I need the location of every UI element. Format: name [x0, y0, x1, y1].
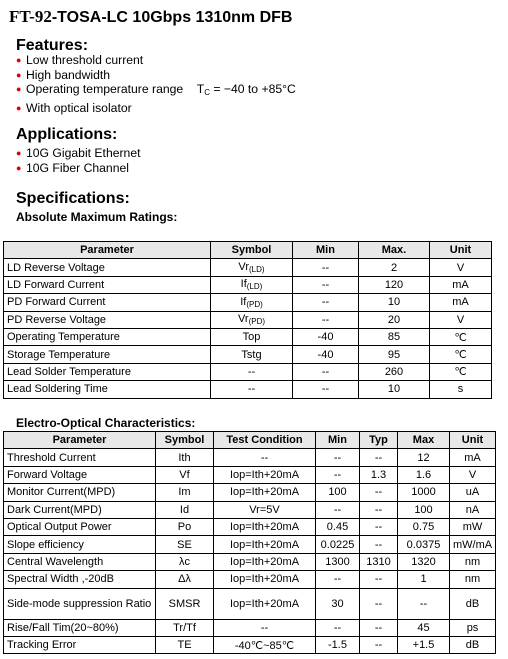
- unit-cell: dB: [450, 588, 496, 619]
- bullet-icon: ●: [16, 102, 22, 113]
- min-cell: 0.45: [316, 518, 360, 535]
- unit-cell: nA: [450, 501, 496, 518]
- max-cell: 95: [359, 346, 430, 363]
- typ-cell: --: [360, 518, 398, 535]
- typ-cell: --: [360, 619, 398, 636]
- condition-cell: Iop=Ith+20mA: [214, 536, 316, 553]
- col-header: Typ: [360, 432, 398, 449]
- symbol-subscript: (LD): [246, 282, 263, 292]
- typ-cell: --: [360, 571, 398, 588]
- param-cell: Rise/Fall Tim(20~80%): [4, 619, 156, 636]
- condition-cell: Iop=Ith+20mA: [214, 484, 316, 501]
- max-cell: 1: [398, 571, 450, 588]
- features-heading: Features:: [16, 37, 89, 54]
- min-cell: 30: [316, 588, 360, 619]
- list-item: ● 10G Gigabit Ethernet: [16, 146, 141, 160]
- min-cell: 0.0225: [316, 536, 360, 553]
- max-cell: --: [398, 588, 450, 619]
- param-cell: Threshold Current: [4, 449, 156, 466]
- symbol-cell: Δλ: [156, 571, 214, 588]
- unit-cell: ℃: [430, 346, 492, 363]
- max-cell: 120: [359, 276, 430, 293]
- min-cell: -1.5: [316, 636, 360, 653]
- param-cell: Central Wavelength: [4, 553, 156, 570]
- unit-cell: ℃: [430, 328, 492, 345]
- unit-cell: s: [430, 381, 492, 398]
- condition-cell: -40℃~85℃: [214, 636, 316, 653]
- symbol-text: --: [247, 383, 256, 396]
- max-cell: 12: [398, 449, 450, 466]
- min-cell: --: [293, 259, 359, 276]
- condition-cell: Iop=Ith+20mA: [214, 466, 316, 483]
- min-cell: --: [316, 466, 360, 483]
- table-row: [4, 259, 492, 276]
- table-header-row: [4, 432, 496, 449]
- max-cell: 20: [359, 311, 430, 328]
- min-cell: -40: [293, 346, 359, 363]
- condition-cell: Iop=Ith+20mA: [214, 588, 316, 619]
- unit-cell: V: [450, 466, 496, 483]
- abs-max-heading: Absolute Maximum Ratings:: [16, 210, 178, 224]
- table-row: [4, 501, 496, 518]
- param-cell: Spectral Width ,-20dB: [4, 571, 156, 588]
- max-cell: 10: [359, 294, 430, 311]
- col-header: Unit: [450, 432, 496, 449]
- symbol-subscript: (PD): [248, 317, 266, 327]
- col-header: Unit: [430, 242, 492, 259]
- symbol-cell: TE: [156, 636, 214, 653]
- unit-cell: nm: [450, 553, 496, 570]
- param-cell: LD Forward Current: [4, 276, 211, 293]
- max-cell: 1.6: [398, 466, 450, 483]
- max-cell: 2: [359, 259, 430, 276]
- symbol-cell: [211, 276, 293, 293]
- symbol-text: Vr: [238, 261, 250, 274]
- table-header-row: [4, 242, 492, 259]
- symbol-text: Tstg: [241, 348, 262, 361]
- symbol-cell: [211, 311, 293, 328]
- col-header: Max: [398, 432, 450, 449]
- symbol-text: Top: [242, 331, 261, 344]
- table-row: [4, 466, 496, 483]
- document-title: [9, 7, 292, 27]
- table-row: [4, 346, 492, 363]
- table-row: [4, 449, 496, 466]
- condition-cell: --: [214, 619, 316, 636]
- typ-cell: --: [360, 636, 398, 653]
- min-cell: --: [293, 381, 359, 398]
- param-cell: PD Reverse Voltage: [4, 311, 211, 328]
- condition-cell: Iop=Ith+20mA: [214, 571, 316, 588]
- typ-cell: --: [360, 501, 398, 518]
- table-row: [4, 381, 492, 398]
- table-row: [4, 363, 492, 380]
- symbol-text: If: [240, 295, 247, 308]
- min-cell: --: [293, 363, 359, 380]
- eo-heading: Electro-Optical Characteristics:: [16, 416, 196, 430]
- list-item: ● 10G Fiber Channel: [16, 160, 129, 175]
- symbol-cell: SE: [156, 536, 214, 553]
- applications-heading: Applications:: [16, 126, 118, 143]
- min-cell: 1300: [316, 553, 360, 570]
- typ-cell: --: [360, 536, 398, 553]
- symbol-cell: λc: [156, 553, 214, 570]
- max-cell: 85: [359, 328, 430, 345]
- param-cell: Forward Voltage: [4, 466, 156, 483]
- param-cell: Lead Soldering Time: [4, 381, 211, 398]
- col-header: Parameter: [4, 432, 156, 449]
- features-list: [16, 53, 296, 115]
- symbol-cell: Id: [156, 501, 214, 518]
- min-cell: --: [316, 449, 360, 466]
- min-cell: --: [316, 571, 360, 588]
- col-header: Min: [316, 432, 360, 449]
- table-row: [4, 536, 496, 553]
- list-item: ● With optical isolator: [16, 100, 132, 115]
- param-cell: Slope efficiency: [4, 536, 156, 553]
- temp-range: $T_C = -40$ to +85°C: [196, 82, 296, 98]
- bullet-icon: ●: [16, 69, 22, 80]
- param-cell: Optical Output Power: [4, 518, 156, 535]
- min-cell: --: [293, 311, 359, 328]
- table-row: [4, 276, 492, 293]
- symbol-cell: Po: [156, 518, 214, 535]
- max-cell: 0.75: [398, 518, 450, 535]
- unit-cell: V: [430, 259, 492, 276]
- eo-table: [3, 431, 496, 654]
- title-rest: -TOSA-LC 10Gbps 1310nm DFB: [51, 9, 293, 26]
- symbol-cell: [211, 259, 293, 276]
- max-cell: 45: [398, 619, 450, 636]
- table-row: [4, 484, 496, 501]
- specifications-heading: Specifications:: [16, 190, 130, 207]
- table-row: [4, 636, 496, 653]
- param-cell: LD Reverse Voltage: [4, 259, 211, 276]
- typ-cell: --: [360, 449, 398, 466]
- param-cell: Side-mode suppression Ratio: [4, 588, 156, 619]
- col-header: Max.: [359, 242, 430, 259]
- table-row: [4, 311, 492, 328]
- symbol-text: Vr: [237, 313, 249, 326]
- unit-cell: ps: [450, 619, 496, 636]
- typ-cell: --: [360, 588, 398, 619]
- unit-cell: uA: [450, 484, 496, 501]
- typ-cell: 1.3: [360, 466, 398, 483]
- bullet-icon: ●: [16, 55, 22, 65]
- max-cell: 1000: [398, 484, 450, 501]
- typ-cell: --: [360, 484, 398, 501]
- symbol-cell: Tr/Tf: [156, 619, 214, 636]
- min-cell: -40: [293, 328, 359, 345]
- table-row: [4, 553, 496, 570]
- unit-cell: nm: [450, 571, 496, 588]
- max-cell: 100: [398, 501, 450, 518]
- col-header: Parameter: [4, 242, 211, 259]
- condition-cell: Iop=Ith+20mA: [214, 518, 316, 535]
- unit-cell: dB: [450, 636, 496, 653]
- param-cell: Operating Temperature: [4, 328, 211, 345]
- list-item: ● High bandwidth: [16, 67, 111, 82]
- list-item: ● Low threshold current: [16, 53, 144, 67]
- col-header: Symbol: [211, 242, 293, 259]
- unit-cell: V: [430, 311, 492, 328]
- bullet-icon: ●: [16, 148, 22, 158]
- max-cell: +1.5: [398, 636, 450, 653]
- unit-cell: mW: [450, 518, 496, 535]
- symbol-subscript: (LD): [249, 265, 265, 275]
- table-row: [4, 619, 496, 636]
- bullet-icon: ●: [16, 84, 22, 95]
- table-row: [4, 294, 492, 311]
- unit-cell: mA: [450, 449, 496, 466]
- unit-cell: mA: [430, 294, 492, 311]
- applications-list: [16, 146, 141, 175]
- symbol-cell: Im: [156, 484, 214, 501]
- symbol-cell: [211, 328, 293, 345]
- symbol-cell: Ith: [156, 449, 214, 466]
- max-cell: 260: [359, 363, 430, 380]
- symbol-cell: [211, 346, 293, 363]
- table-row: [4, 571, 496, 588]
- col-header: Min: [293, 242, 359, 259]
- param-cell: Dark Current(MPD): [4, 501, 156, 518]
- max-cell: 10: [359, 381, 430, 398]
- symbol-cell: [211, 294, 293, 311]
- unit-cell: mW/mA: [450, 536, 496, 553]
- min-cell: 100: [316, 484, 360, 501]
- title-prefix: FT-92: [9, 7, 52, 26]
- symbol-cell: Vf: [156, 466, 214, 483]
- symbol-cell: SMSR: [156, 588, 214, 619]
- symbol-cell: [211, 381, 293, 398]
- param-cell: Tracking Error: [4, 636, 156, 653]
- table-row: [4, 518, 496, 535]
- symbol-subscript: (PD): [246, 299, 263, 309]
- symbol-text: --: [247, 365, 256, 378]
- min-cell: --: [316, 501, 360, 518]
- list-item: ● Operating temperature range $T_C = -40$ to +85°C: [16, 82, 296, 98]
- condition-cell: Iop=Ith+20mA: [214, 553, 316, 570]
- condition-cell: --: [214, 449, 316, 466]
- col-header: Symbol: [156, 432, 214, 449]
- table-row: [4, 328, 492, 345]
- table-row: [4, 588, 496, 619]
- symbol-cell: [211, 363, 293, 380]
- col-header: Test Condition: [214, 432, 316, 449]
- unit-cell: ℃: [430, 363, 492, 380]
- abs-max-table: [3, 241, 492, 399]
- max-cell: 0.0375: [398, 536, 450, 553]
- param-cell: Storage Temperature: [4, 346, 211, 363]
- param-cell: Monitor Current(MPD): [4, 484, 156, 501]
- typ-cell: 1310: [360, 553, 398, 570]
- min-cell: --: [293, 276, 359, 293]
- min-cell: --: [293, 294, 359, 311]
- param-cell: PD Forward Current: [4, 294, 211, 311]
- param-cell: Lead Solder Temperature: [4, 363, 211, 380]
- unit-cell: mA: [430, 276, 492, 293]
- min-cell: --: [316, 619, 360, 636]
- symbol-text: If: [240, 278, 247, 291]
- condition-cell: Vr=5V: [214, 501, 316, 518]
- max-cell: 1320: [398, 553, 450, 570]
- bullet-icon: ●: [16, 162, 22, 173]
